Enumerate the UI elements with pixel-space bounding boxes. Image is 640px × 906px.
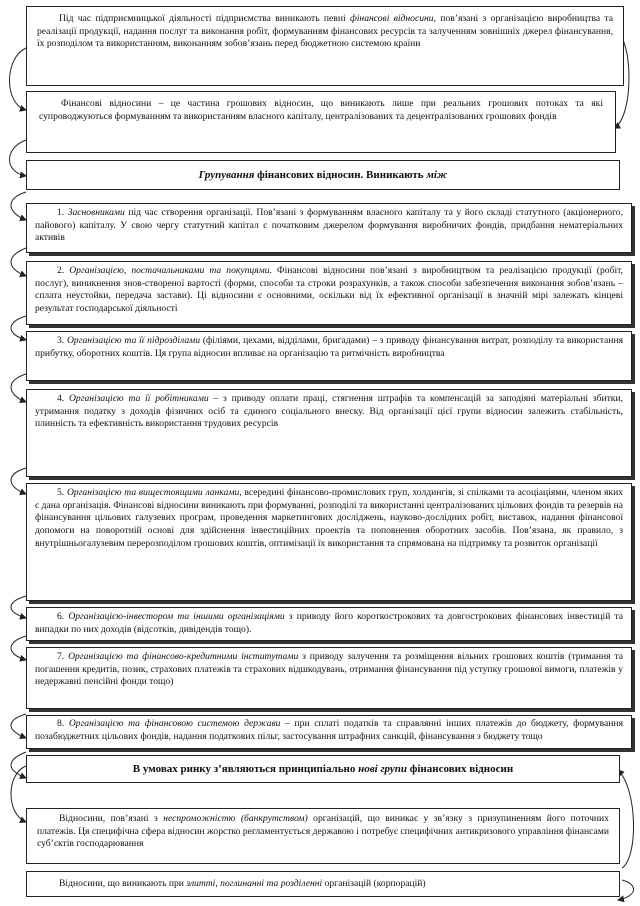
grouping-header-box xyxy=(26,160,620,190)
new-groups-header-box xyxy=(26,755,620,783)
group-8-box xyxy=(26,715,632,749)
arrow-5-6 xyxy=(11,374,26,402)
arrow-2-3 xyxy=(11,192,26,220)
group-6-box xyxy=(26,607,632,641)
definition-box xyxy=(26,91,616,153)
group-8-title: Організацією та фінансовою системою держави xyxy=(68,718,281,729)
arrow-13-right xyxy=(618,880,634,900)
arrow-9-10 xyxy=(11,714,26,738)
group-1-title: Засновниками xyxy=(67,207,125,218)
group-5-title: Організацією та вищестоящими ланками, xyxy=(66,487,242,498)
group-7-box xyxy=(26,647,632,709)
intro-emphasis: фінансові відносини xyxy=(349,13,434,24)
bankruptcy-text-1: Відносини, пов’язані з xyxy=(59,813,164,824)
bankruptcy-text-2: організацій, що виникає у зв’язку з призупиненням його поточних платежів. Ця специфічна сфера відносин жорстко регламентується державою і потребує специфічних антикризового управління фінансами суб’єктів господарювання xyxy=(37,813,609,850)
arrow-12-13 xyxy=(618,770,634,868)
definition-text: Фінансові відносини – це частина грошових відносин, що виникають лише при реальних грошових потоках та які супроводжуються формуванням та використанням власного капіталу, централізованих та децентралізованих грошових фондів xyxy=(39,98,603,122)
group-7-text: з приводу залучення та розміщення вільних грошових коштів (тримання та погашення кредитів, позик, страхових платежів та страхових відшкодувань, отримання фінансування під уступку грошової вимоги, платежів у недержавні пенсійні фонди тощо) xyxy=(35,651,624,688)
new-groups-text-2: фінансових відносин xyxy=(407,763,514,775)
arrow-8-9 xyxy=(11,636,26,660)
group-1-box xyxy=(26,203,632,253)
arrow-0-1 xyxy=(10,48,27,110)
group-1-number: 1. xyxy=(57,207,68,218)
group-4-title: Організацією та її робітниками xyxy=(69,393,209,404)
merger-text-1: Відносини, що виникають при xyxy=(59,878,187,889)
arrow-7-8 xyxy=(11,596,26,618)
group-7-number: 7. xyxy=(57,651,69,662)
arrow-1-2 xyxy=(10,140,27,176)
group-4-number: 4. xyxy=(57,393,69,404)
new-groups-text-1: В умовах ринку з’являються принципіально xyxy=(132,763,359,775)
group-3-text: (філіями, цехами, відділами, бригадами) – з приводу фінансування витрат, розподілу та використання прибутку, оборотних коштів. Ця група відносин впливає на організацію та ритмічність виробництва xyxy=(35,335,623,359)
group-7-title: Організацією та фінансово-кредитними інститутами xyxy=(68,651,299,662)
grouping-text: фінансових відносин. Виникають xyxy=(254,169,427,181)
grouping-emphasis: Групування xyxy=(198,169,255,181)
group-6-number: 6. xyxy=(57,611,69,622)
group-3-title: Організацією та її підрозділами xyxy=(66,335,201,346)
bankruptcy-emphasis: неспроможністю (банкрутством) xyxy=(163,813,308,824)
group-2-number: 2. xyxy=(57,265,70,276)
intro-text-2: , пов’язані з організацією виробництва та реалізації продукції, надання послуг та виконання робіт, формуванням фінансових ресурсів та залученням зовнішніх джерел фінансування, їх розподілом та використанням, виконанням зобов’язань перед бюджетною системою країни xyxy=(37,13,614,50)
group-4-box xyxy=(26,389,632,477)
group-2-title: Організацією, постачальниками та покупцями. xyxy=(69,265,272,276)
arrow-10-11 xyxy=(11,752,26,778)
grouping-between: між xyxy=(426,169,448,181)
group-2-text: Фінансові відносини пов’язані з виробництвом та реалізацією продукції (робіт, послуг), виникнення знов-створеної вартості (форми, способи та строки розрахунків, а також способи забезпечення виконання зобов’язань – сплата неустойки, передача застави). Ці відносини є основними, оскільки від їх ефективної організації в значній мірі залежать кінцеві результат господарської діяльності xyxy=(35,265,624,314)
group-5-box xyxy=(26,483,632,601)
group-8-text: – при сплаті податків та справлянні інших платежів до бюджету, формування позабюджетних цільових фондів, надання податкових пільг, застосування штрафних санкцій, фінансування з бюджету тощо xyxy=(35,718,623,742)
arrow-4-5 xyxy=(11,316,26,340)
merger-text-2: організацій (корпорацій) xyxy=(322,878,426,889)
new-groups-emphasis: нові групи xyxy=(358,763,407,775)
arrow-3-4 xyxy=(11,248,26,276)
intro-text-1: Під час підприємницької діяльності підприємства виникають певні xyxy=(59,13,350,24)
arrow-6-7 xyxy=(11,468,26,494)
bankruptcy-box xyxy=(26,808,620,864)
intro-box xyxy=(26,6,624,86)
group-4-text: – з приводу оплати праці, стягнення штрафів та компенсацій за заподіяні матеріальні збитки, утримання податку з доходів фізичних осіб та єдиного соціального внеску. Від організації цієї групи відносин залежить стабільність, плинність та ефективність використання трудових ресурсів xyxy=(35,393,623,430)
group-6-text: з приводу його короткострокових та довгострокових фінансових інвестицій та випадки по них доходів (відсотків, дивідендів тощо). xyxy=(35,611,624,635)
group-5-text: всередині фінансово-промислових груп, холдингів, зі спілками та асоціаціями, членом яких є дана організація. Фінансові відносини виникають при формуванні, розподілі та використанні централізованих цільових фондів та резервів на фінансування цільових галузевих програм, проведення маркетингових досліджень, науково-дослідних робіт, виставок, надання фінансової допомоги на поворотній основі для здійснення інвестиційних проектів та поповнення оборотних засобів. Пов’язана, як правило, з внутрішньогалузевим перерозподілом грошових коштів, оптимізації їх використання та спрямована на підтримку та розвиток організації xyxy=(35,487,624,549)
group-1-text: під час створення організації. Пов’язані з формуванням власного капіталу та у його складі статутного (акціонерного, пайового) капіталу. У свою чергу статутний капітал є початковим джерелом формування виробничих фондів, придбання нематеріальних активів xyxy=(35,207,623,244)
group-2-box xyxy=(26,261,632,325)
group-8-number: 8. xyxy=(57,718,69,729)
group-3-box xyxy=(26,331,632,381)
group-6-title: Організацією-інвестором та іншими організаціями xyxy=(68,611,285,622)
group-3-number: 3. xyxy=(57,335,67,346)
merger-box xyxy=(26,871,620,897)
group-5-number: 5. xyxy=(57,487,67,498)
merger-emphasis: злитті, поглинанні та розділенні xyxy=(186,878,323,889)
